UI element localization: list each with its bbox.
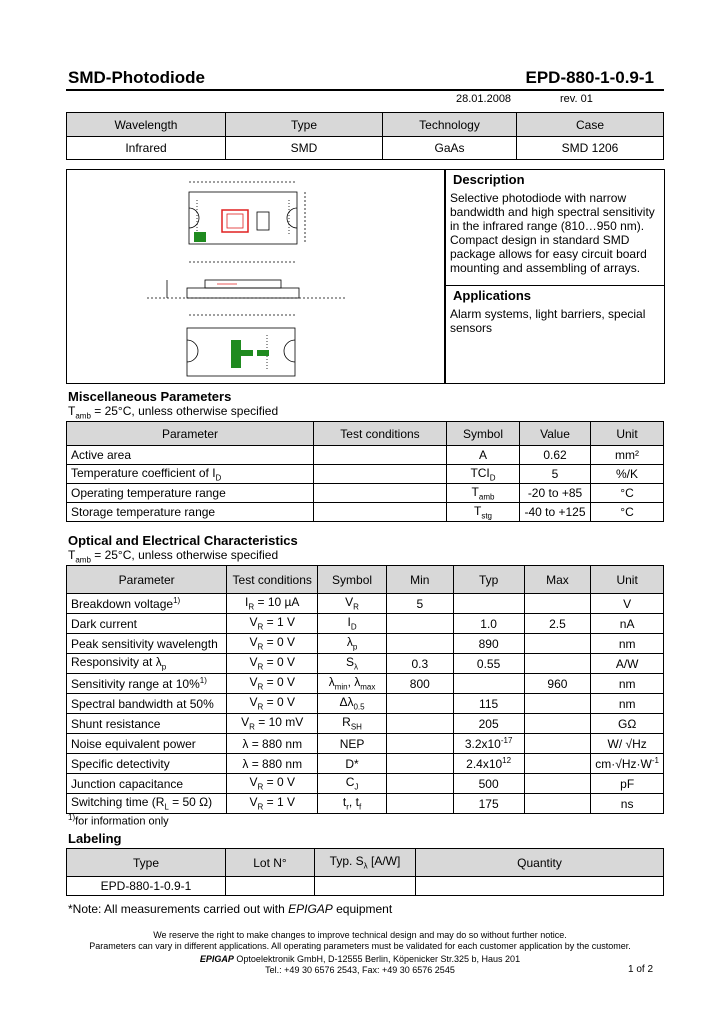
optical-header: Test conditions [227, 566, 318, 594]
unit-cell: A/W [591, 654, 664, 674]
labeling-header: Lot N° [226, 849, 315, 877]
misc-header: Symbol [447, 422, 520, 446]
param-cell: Spectral bandwidth at 50% [67, 694, 227, 714]
unit-cell: V [591, 594, 664, 614]
cond-cell: $V_R = 0$ V [227, 634, 318, 654]
bottom-pad-green [231, 340, 253, 368]
unit-cell: pF [591, 774, 664, 794]
table-row [67, 877, 664, 896]
labeling-cell [226, 877, 315, 896]
cond-cell: λ = 880 nm [227, 754, 318, 774]
revision: rev. 01 [560, 93, 593, 105]
cond-cell: $V_R = 0$ V [227, 674, 318, 694]
footer-company: EPIGAP Optoelektronik GmbH, D-12555 Berlin, Köpenicker Str.325 b, Haus 201 [199, 954, 521, 964]
page-number: 1 of 2 [628, 964, 654, 975]
summary-cell: GaAs [383, 137, 517, 160]
symbol-cell: $\lambda_{min}$, $\lambda_{max}$ [318, 674, 387, 694]
typ-cell: 1.0 [453, 614, 524, 634]
footer-contact: Tel.: +49 30 6576 2543, Fax: +49 30 6576 2545 [265, 965, 455, 975]
table-row [67, 774, 664, 794]
applications-text: Alarm systems, light barriers, special sensors [450, 307, 646, 335]
param-cell: Shunt resistance [67, 714, 227, 734]
summary-header: Wavelength [67, 113, 226, 137]
header-rule [66, 89, 664, 91]
footer-line-2: Parameters can vary in different applications. All operating parameters must be validated for each customer application by the customer. [89, 941, 631, 951]
table-row [67, 754, 664, 774]
unit-cell: nA [591, 614, 664, 634]
unit-cell: nm [591, 694, 664, 714]
param-cell: Junction capacitance [67, 774, 227, 794]
unit-cell: W/ √Hz [591, 734, 664, 754]
max-cell [524, 714, 591, 734]
typ-cell: 205 [453, 714, 524, 734]
value-cell: 5 [520, 465, 591, 484]
summary-header: Technology [383, 113, 517, 137]
typ-cell: 0.55 [453, 654, 524, 674]
cond-cell: $I_R = 10$ µA [227, 594, 318, 614]
misc-condition: $T_{amb} = 25^\circ C$, unless otherwise specified [68, 404, 279, 421]
misc-table [66, 421, 664, 522]
symbol-cell: D* [318, 754, 387, 774]
cond-cell: $V_R = 10$ mV [227, 714, 318, 734]
cond-cell [314, 503, 447, 522]
cond-cell: $V_R = 0$ V [227, 654, 318, 674]
cond-cell [314, 465, 447, 484]
unit-cell: $cm\cdot√Hz\cdot W^{-1}$ [591, 754, 664, 774]
param-cell: Breakdown voltage$^{1)}$ [67, 594, 227, 614]
min-cell [386, 774, 453, 794]
table-row [67, 734, 664, 754]
package-drawing-panel [66, 169, 446, 384]
labeling-header: Type [67, 849, 226, 877]
param-cell: Active area [67, 446, 314, 465]
min-cell: 0.3 [386, 654, 453, 674]
table-row [67, 674, 664, 694]
unit-cell: %/K [591, 465, 664, 484]
min-cell: 800 [386, 674, 453, 694]
table-row [67, 634, 664, 654]
table-row [67, 614, 664, 634]
table-row [67, 594, 664, 614]
optical-table [66, 565, 664, 814]
table-row [67, 714, 664, 734]
labeling-table [66, 848, 664, 896]
param-cell: Responsivity at $\lambda_p$ [67, 654, 227, 674]
typ-cell: 115 [453, 694, 524, 714]
typ-cell: 175 [453, 794, 524, 814]
param-cell: Temperature coefficient of $I_D$ [67, 465, 314, 484]
param-cell: Noise equivalent power [67, 734, 227, 754]
description-title: Description [453, 172, 525, 187]
summary-table [66, 112, 664, 160]
value-cell: 0.62 [520, 446, 591, 465]
labeling-cell [416, 877, 664, 896]
applications-title: Applications [453, 288, 532, 303]
optical-header: Typ [453, 566, 524, 594]
min-cell [386, 714, 453, 734]
labeling-title: Labeling [68, 831, 122, 846]
cond-cell: $V_R = 0$ V [227, 774, 318, 794]
misc-header: Unit [591, 422, 664, 446]
labeling-header: Quantity [416, 849, 664, 877]
table-row [67, 446, 664, 465]
optical-header: Symbol [318, 566, 387, 594]
product-type: SMD-Photodiode [68, 68, 205, 87]
max-cell [524, 594, 591, 614]
optical-header: Unit [591, 566, 664, 594]
symbol-cell: $T_{amb}$ [447, 484, 520, 503]
info-panel [444, 169, 665, 384]
summary-header: Type [226, 113, 383, 137]
cond-cell: $V_R = 1$ V [227, 614, 318, 634]
typ-cell: $2.4x10^{12}$ [453, 754, 524, 774]
labeling-header: Typ. $S_\lambda$ [A/W] [315, 849, 416, 877]
misc-header: Test conditions [314, 422, 447, 446]
value-cell: -40 to +125 [520, 503, 591, 522]
max-cell [524, 734, 591, 754]
max-cell: 2.5 [524, 614, 591, 634]
package-drawing [67, 170, 445, 383]
symbol-cell: $C_J$ [318, 774, 387, 794]
table-row [67, 503, 664, 522]
symbol-cell: $\Delta\lambda_{0.5}$ [318, 694, 387, 714]
symbol-cell: $t_r$, $t_f$ [318, 794, 387, 814]
table-row [67, 654, 664, 674]
min-cell [386, 694, 453, 714]
typ-cell: 890 [453, 634, 524, 654]
typ-cell [453, 674, 524, 694]
min-cell [386, 614, 453, 634]
value-cell: -20 to +85 [520, 484, 591, 503]
optical-footnote: $^{1)}$for information only [68, 813, 169, 828]
measurement-note: *Note: All measurements carried out with EPIGAP equipment [68, 902, 393, 916]
misc-header: Parameter [67, 422, 314, 446]
min-cell [386, 634, 453, 654]
misc-title: Miscellaneous Parameters [68, 389, 232, 404]
param-cell: Storage temperature range [67, 503, 314, 522]
table-row [67, 794, 664, 814]
max-cell [524, 754, 591, 774]
cond-cell: $V_R = 0$ V [227, 694, 318, 714]
symbol-cell: $I_D$ [318, 614, 387, 634]
cond-cell [314, 484, 447, 503]
optical-condition: $T_{amb} = 25^\circ C$, unless otherwise specified [68, 548, 279, 565]
table-row [67, 484, 664, 503]
unit-cell: ns [591, 794, 664, 814]
symbol-cell: $T_{stg}$ [447, 503, 520, 522]
typ-cell: 500 [453, 774, 524, 794]
part-number: EPD-880-1-0.9-1 [525, 68, 654, 87]
date: 28.01.2008 [456, 93, 512, 105]
description-text: Selective photodiode with narrow bandwidth and high spectral sensitivity in the infrared range (810…950 nm). Compact design in standard SMD package allows for easy circuit board mounting and assembling of arrays. [450, 191, 655, 275]
symbol-cell: $\lambda_p$ [318, 634, 387, 654]
summary-cell: Infrared [67, 137, 226, 160]
typ-cell: $3.2x10^{-17}$ [453, 734, 524, 754]
optical-title: Optical and Electrical Characteristics [68, 533, 298, 548]
max-cell [524, 774, 591, 794]
param-cell: Specific detectivity [67, 754, 227, 774]
unit-cell: GΩ [591, 714, 664, 734]
max-cell [524, 654, 591, 674]
unit-cell: nm [591, 634, 664, 654]
table-row [67, 465, 664, 484]
unit-cell: mm² [591, 446, 664, 465]
optical-header: Parameter [67, 566, 227, 594]
table-row [67, 694, 664, 714]
footer-line-1: We reserve the right to make changes to improve technical design and may do so without further notice. [153, 930, 567, 940]
symbol-cell: $V_R$ [318, 594, 387, 614]
max-cell: 960 [524, 674, 591, 694]
labeling-cell: EPD-880-1-0.9-1 [67, 877, 226, 896]
symbol-cell: $S_\lambda$ [318, 654, 387, 674]
param-cell: Peak sensitivity wavelength [67, 634, 227, 654]
param-cell: Operating temperature range [67, 484, 314, 503]
summary-header: Case [517, 113, 664, 137]
optical-header: Min [386, 566, 453, 594]
max-cell [524, 794, 591, 814]
param-cell: Switching time ($R_L = 50$ Ω) [67, 794, 227, 814]
cond-cell: $V_R = 1$ V [227, 794, 318, 814]
pad-marker-top [194, 232, 206, 242]
symbol-cell: $TCI_D$ [447, 465, 520, 484]
typ-cell [453, 594, 524, 614]
cond-cell: λ = 880 nm [227, 734, 318, 754]
param-cell: Sensitivity range at 10%$^{1)}$ [67, 674, 227, 694]
symbol-cell: NEP [318, 734, 387, 754]
max-cell [524, 694, 591, 714]
symbol-cell: A [447, 446, 520, 465]
optical-header: Max [524, 566, 591, 594]
unit-cell: °C [591, 503, 664, 522]
min-cell [386, 734, 453, 754]
param-cell: Dark current [67, 614, 227, 634]
unit-cell: °C [591, 484, 664, 503]
min-cell [386, 794, 453, 814]
symbol-cell: $R_{SH}$ [318, 714, 387, 734]
min-cell: 5 [386, 594, 453, 614]
labeling-cell [315, 877, 416, 896]
cond-cell [314, 446, 447, 465]
unit-cell: nm [591, 674, 664, 694]
bottom-pad-small [257, 350, 269, 356]
summary-cell: SMD 1206 [517, 137, 664, 160]
max-cell [524, 634, 591, 654]
summary-cell: SMD [226, 137, 383, 160]
min-cell [386, 754, 453, 774]
misc-header: Value [520, 422, 591, 446]
